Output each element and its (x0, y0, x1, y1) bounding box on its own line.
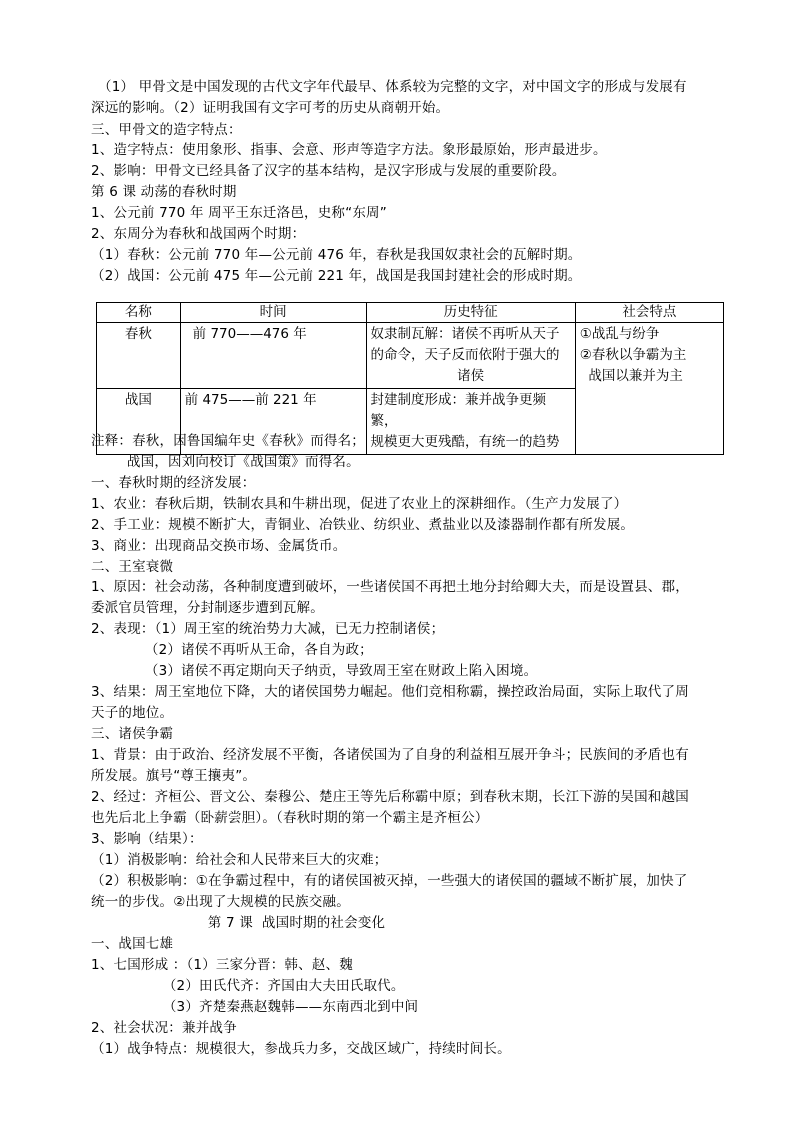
text-line: （2）战国：公元前 475 年—公元前 221 年，战国是我国封建社会的形成时期。 (91, 268, 582, 284)
text-line: （2）田氏代齐：齐国由大夫田氏取代。 (91, 978, 405, 994)
table-cell-name: 春秋 (97, 323, 181, 389)
table-header: 社会特点 (575, 303, 723, 323)
table-cell-time: 前 475——前 221 年 (180, 389, 366, 455)
text-line: 2、影响：甲骨文已经具备了汉字的基本结构，是汉字形成与发展的重要阶段。 (91, 163, 566, 179)
text-line: 1、原因：社会动荡，各种制度遭到破坏，一些诸侯国不再把土地分封给卿大夫，而是设置县、郡， (91, 579, 689, 595)
table-cell-time: 前 770——476 年 (180, 323, 366, 389)
text-line: 2、手工业：规模不断扩大，青铜业、冶铁业、纺织业、煮盐业以及漆器制作都有所发展。 (91, 517, 635, 533)
text-line: （1）消极影响：给社会和人民带来巨大的灾难； (91, 852, 388, 868)
text-line: 1、公元前 770 年 周平王东迁洛邑，史称“东周” (91, 205, 387, 221)
text-line: （2）积极影响：①在争霸过程中，有的诸侯国被灭掉，一些强大的诸侯国的疆域不断扩展，加快了 (91, 873, 688, 889)
social-line: ②春秋以争霸为主 (579, 347, 687, 363)
feature-line: 奴隶制瓦解：诸侯不再听从天子 (370, 326, 560, 342)
section-heading: 二、王室衰微 (91, 559, 174, 575)
text-line: 也先后北上争霸（卧薪尝胆）。（春秋时期的第一个霸主是齐桓公） (91, 810, 489, 826)
text-line: 1、七国形成 ：（1）三家分晋：韩、赵、魏 (91, 957, 353, 973)
text-line: 1、造字特点：使用象形、指事、会意、形声等造字方法。象形最原始，形声最进步。 (91, 142, 607, 158)
text-line: 2、东周分为春秋和战国两个时期： (91, 226, 306, 242)
text-line: （1）春秋：公元前 770 年—公元前 476 年，春秋是我国奴隶社会的瓦解时期。 (91, 247, 582, 263)
text-line: 委派官员管理，分封制逐步遭到瓦解。 (91, 600, 324, 616)
text-line: 统一的步伐。②出现了大规模的民族交融。 (91, 894, 350, 910)
section-heading: 一、春秋时期的经济发展： (91, 475, 256, 491)
text-line: 2、社会状况：兼并战争 (91, 1020, 237, 1036)
table-header: 历史特征 (366, 303, 575, 323)
section-heading: 三、诸侯争霸 (91, 726, 174, 742)
text-line: 3、商业：出现商品交换市场、金属货币。 (91, 538, 347, 554)
text-line: 天子的地位。 (91, 705, 174, 721)
text-line: 2、表现：（1）周王室的统治势力大减，已无力控制诸侯； (91, 621, 445, 637)
table-cell-name: 战国 (97, 389, 181, 455)
text-line: 1、农业：春秋后期，铁制农具和牛耕出现，促进了农业上的深耕细作。（生产力发展了） (91, 496, 628, 512)
lesson-title: 第 6 课 动荡的春秋时期 (91, 184, 237, 200)
text-line: 深远的影响。（2）证明我国有文字可考的历史从商朝开始。 (91, 100, 450, 116)
table-row (97, 323, 724, 389)
feature-line: 封建制度形成：兼并战争更频繁， (370, 392, 547, 429)
note-line: 注释：春秋，因鲁国编年史《春秋》而得名； (91, 433, 365, 449)
section-heading: 三、甲骨文的造字特点： (91, 122, 242, 138)
note-line: 战国，因刘向校订《战国策》而得名。 (91, 454, 360, 470)
text-line: （1）战争特点：规模很大，参战兵力多，交战区域广，持续时间长。 (91, 1041, 511, 1057)
social-line: ①战乱与纷争 (579, 326, 660, 342)
lesson-title: 第 7 课 战国时期的社会变化 (91, 915, 386, 931)
feature-line: 诸侯 (457, 368, 485, 384)
text-line: 1、背景：由于政治、经济发展不平衡，各诸侯国为了自身的利益相互展开争斗；民族间的矛盾也有 (91, 747, 689, 763)
text-line: （1） 甲骨文是中国发现的古代文字年代最早、体系较为完整的文字，对中国文字的形成与发展有 (98, 79, 687, 95)
text-line: （2）诸侯不再听从王命，各自为政； (91, 642, 373, 658)
text-line: 2、经过：齐桓公、晋文公、秦穆公、楚庄王等先后称霸中原；到春秋末期，长江下游的吴国和越国 (91, 789, 689, 805)
table-cell-feature (366, 389, 575, 455)
feature-line: 规模更大更残酷，有统一的趋势 (370, 434, 560, 450)
section-heading: 一、战国七雄 (91, 936, 174, 952)
table-header: 名称 (97, 303, 181, 323)
table-cell-social (575, 323, 723, 455)
table-header: 时间 (180, 303, 366, 323)
table-header-row (97, 303, 724, 323)
feature-line: 的命令，天子反而依附于强大的 (370, 347, 560, 363)
text-line: （3）齐楚秦燕赵魏韩——东南西北到中间 (91, 999, 419, 1015)
social-line: 战国以兼并为主 (579, 368, 683, 384)
table-cell-feature (366, 323, 575, 389)
text-line: 所发展。旗号“尊王攘夷”。 (91, 768, 257, 784)
text-line: （3）诸侯不再定期向天子纳贡，导致周王室在财政上陷入困境。 (91, 663, 538, 679)
text-line: 3、影响（结果）： (91, 831, 203, 847)
text-line: 3、结果：周王室地位下降，大的诸侯国势力崛起。他们竞相称霸，操控政治局面，实际上取代了周 (91, 684, 689, 700)
